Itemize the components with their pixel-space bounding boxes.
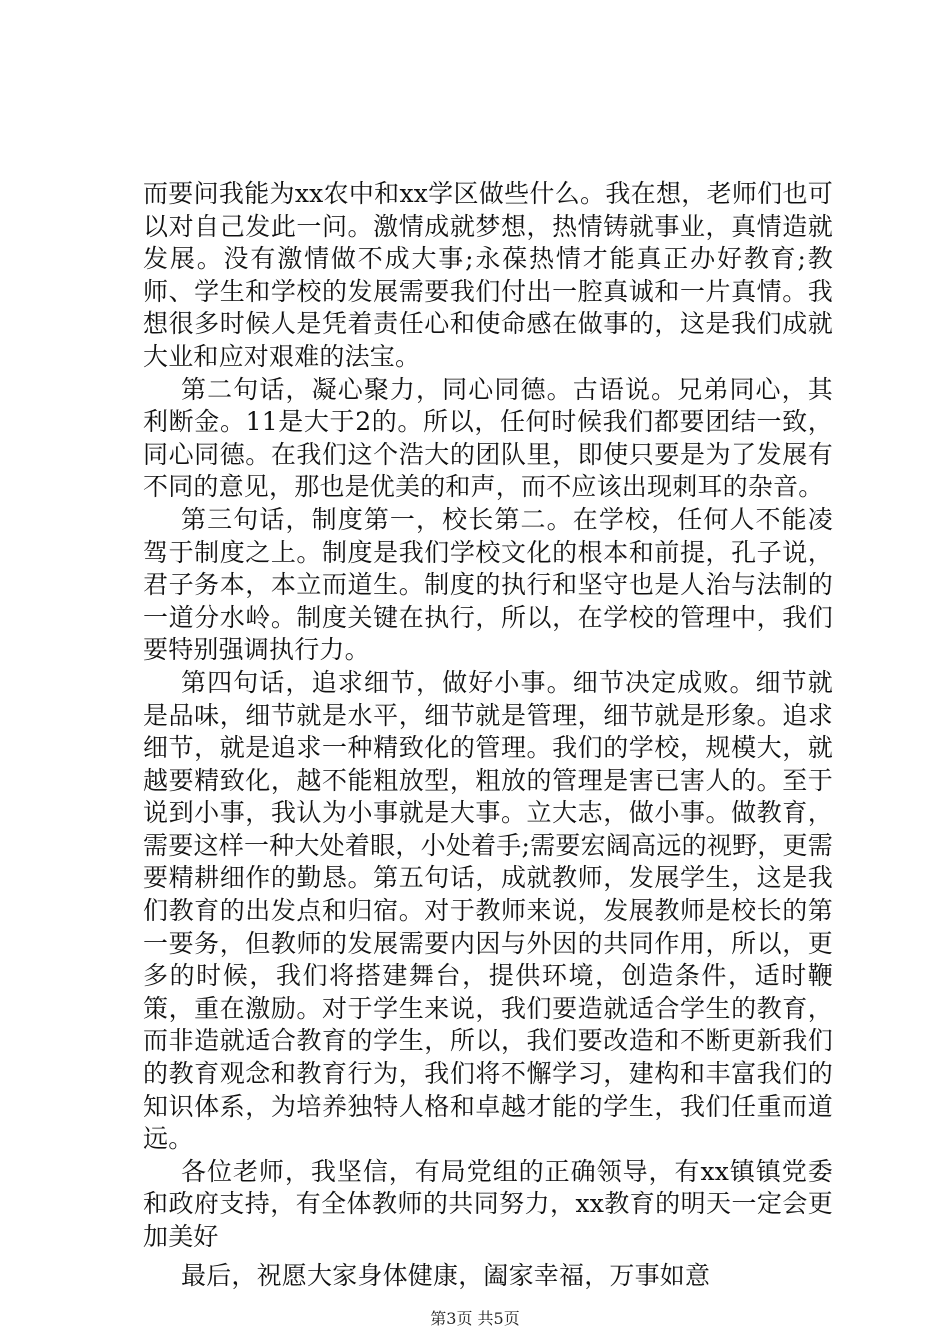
paragraph-closing-wish: 最后，祝愿大家身体健康，阖家幸福，万事如意 xyxy=(181,1260,711,1290)
paragraph-fourth-fifth-point: 第四句话，追求细节，做好小事。细节决定成败。细节就是品味，细节就是水平，细节就是管理，细节就是形象。追求细节，就是追求一种精致化的管理。我们的学校，规模大，就越要精致化，越不能粗放型，粗放的管理是害已害人的。至于说到小事，我认为小事就是大事。立大志，做小事。做教育，需要这样一种大处着眼，小处着手;需要宏阔高远的视野，更需要精耕细作的勤恳。第五句话，成就教师，发展学生，这是我们教育的出发点和归宿。对于教师来说，发展教师是校长的第一要务，但教师的发展需要内因与外因的共同作用，所以，更多的时候，我们将搭建舞台，提供环境，创造条件，适时鞭策，重在激励。对于学生来说，我们要造就适合学生的教育，而非造就适合教育的学生，所以，我们要改造和不断更新我们的教育观念和教育行为，我们将不懈学习，建构和丰富我们的知识体系，为培养独特人格和卓越才能的学生，我们任重而道远。 xyxy=(143,667,833,1154)
page-number-footer: 第3页 共5页 xyxy=(430,1309,520,1328)
paragraph-continuation: 而要问我能为xx农中和xx学区做些什么。我在想，老师们也可以对自己发此一问。激情成就梦想，热情铸就事业，真情造就发展。没有激情做不成大事;永葆热情才能真正办好教育;教师、学生和学校的发展需要我们付出一腔真诚和一片真情。我想很多时候人是凭着责任心和使命感在做事的，这是我们成就大业和应对艰难的法宝。 xyxy=(143,179,833,371)
paragraph-belief: 各位老师，我坚信，有局党组的正确领导，有xx镇镇党委和政府支持，有全体教师的共同努力，xx教育的明天一定会更加美好 xyxy=(143,1156,833,1251)
document-body xyxy=(143,178,833,1292)
paragraph-second-point: 第二句话，凝心聚力，同心同德。古语说。兄弟同心，其利断金。11是大于2的。所以，任何时候我们都要团结一致，同心同德。在我们这个浩大的团队里，即使只要是为了发展有不同的意见，那也是优美的和声，而不应该出现刺耳的杂音。 xyxy=(143,374,833,502)
paragraph-third-point: 第三句话，制度第一，校长第二。在学校，任何人不能凌驾于制度之上。制度是我们学校文化的根本和前提，孔子说，君子务本，本立而道生。制度的执行和坚守也是人治与法制的一道分水岭。制度关键在执行，所以，在学校的管理中，我们要特别强调执行力。 xyxy=(143,504,833,665)
